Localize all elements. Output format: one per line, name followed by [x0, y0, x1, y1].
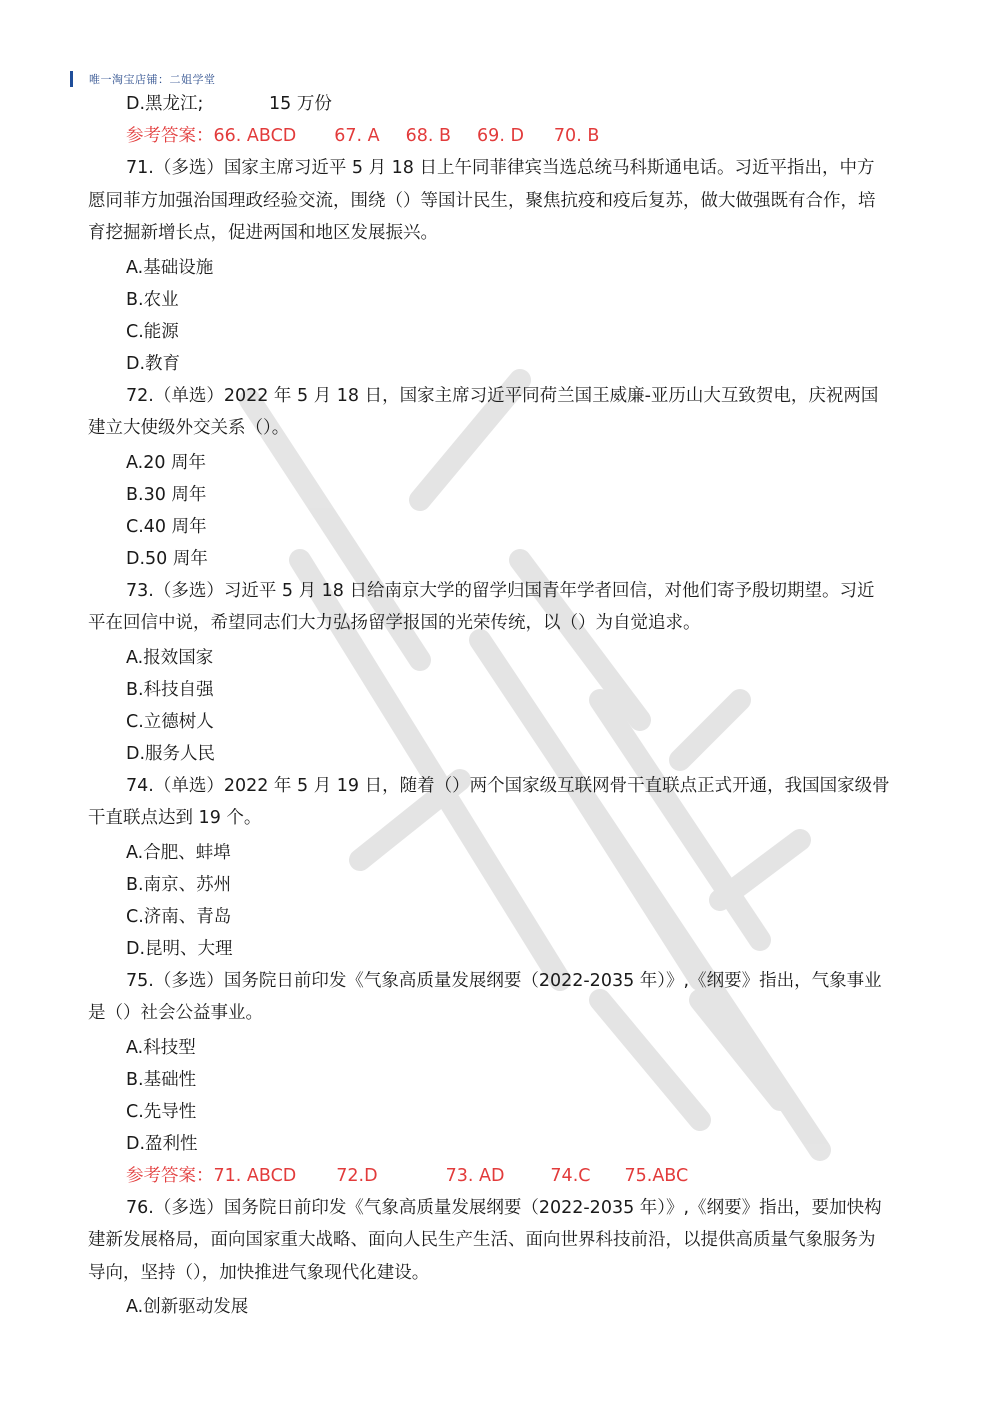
- page-header: [70, 70, 216, 88]
- option-b: B.30 周年: [126, 484, 207, 505]
- question-text-line: 干直联点达到 19 个。: [88, 808, 262, 828]
- question-71: [88, 152, 918, 380]
- answer-item: 70. B: [553, 126, 600, 146]
- question-text-line: 74.（单选）2022 年 5 月 19 日，随着（）两个国家级互联网骨干直联点正式开通，我国国家级骨: [126, 775, 890, 796]
- option-a: A.20 周年: [126, 452, 207, 473]
- answer-item: 71. ABCD: [213, 1165, 297, 1186]
- option-d: D.教育: [126, 353, 181, 374]
- option-b: B.科技自强: [126, 679, 214, 700]
- option-a: A.报效国家: [126, 647, 214, 668]
- option-b: B.农业: [126, 289, 179, 310]
- option-b: B.基础性: [126, 1069, 197, 1090]
- option-d: D.昆明、大理: [126, 938, 233, 959]
- answer-item: 68. B: [405, 126, 452, 146]
- question-76: [88, 1192, 918, 1324]
- question-text-line: 建立大使级外交关系（）。: [88, 418, 290, 438]
- option-c: C.40 周年: [126, 516, 207, 537]
- option-a: A.创新驱动发展: [126, 1297, 249, 1317]
- answer-item: 69. D: [477, 126, 524, 146]
- option-d: D.50 周年: [126, 548, 208, 569]
- prev-option-label: D.黑龙江;: [126, 94, 204, 114]
- answer-item: 72.D: [336, 1165, 378, 1186]
- answer-key-66-70: [88, 120, 918, 152]
- option-d: D.服务人民: [126, 743, 216, 764]
- question-text-line: 导向，坚持（），加快推进气象现代化建设。: [88, 1262, 430, 1283]
- header-shop-text: 唯一淘宝店铺：二姐学堂: [89, 73, 216, 86]
- option-a: A.科技型: [126, 1037, 196, 1058]
- question-text-line: 愿同菲方加强治国理政经验交流，围绕（）等国计民生，聚焦抗疫和疫后复苏，做大做强既有合作，培: [88, 190, 876, 211]
- option-d: D.盈利性: [126, 1133, 198, 1154]
- question-text-line: 育挖掘新增长点，促进两国和地区发展振兴。: [88, 223, 438, 243]
- answer-item: 73. AD: [445, 1165, 505, 1186]
- question-text-line: 71.（多选）国家主席习近平 5 月 18 日上午同菲律宾当选总统马科斯通电话。习近平指出，中方: [126, 158, 875, 178]
- answer-key-71-75: [88, 1160, 918, 1192]
- question-text-line: 73.（多选）习近平 5 月 18 日给南京大学的留学归国青年学者回信，对他们寄予殷切期望。习近: [126, 580, 875, 601]
- answer-prefix: 参考答案：: [126, 1165, 214, 1186]
- option-c: C.立德树人: [126, 711, 214, 732]
- question-73: [88, 575, 918, 770]
- option-a: A.合肥、蚌埠: [126, 842, 231, 863]
- question-text-line: 76.（多选）国务院日前印发《气象高质量发展纲要（2022-2035 年）》,《纲要》指出，要加快构: [126, 1197, 882, 1218]
- question-text-line: 建新发展格局，面向国家重大战略、面向人民生产生活、面向世界科技前沿，以提供高质量气象服务为: [88, 1230, 876, 1250]
- prev-option-value: 15 万份: [269, 94, 332, 114]
- answer-item: 66. ABCD: [213, 126, 297, 146]
- answer-item: 74.C: [550, 1165, 591, 1186]
- question-text-line: 75.（多选）国务院日前印发《气象高质量发展纲要（2022-2035 年）》,《纲要》指出，气象事业: [126, 970, 882, 991]
- option-a: A.基础设施: [126, 257, 214, 278]
- question-text-line: 是（）社会公益事业。: [88, 1003, 263, 1023]
- header-accent-bar: [70, 71, 73, 87]
- question-text-line: 平在回信中说，希望同志们大力弘扬留学报国的光荣传统，以（）为自觉追求。: [88, 613, 701, 633]
- question-74: [88, 770, 918, 965]
- option-c: C.济南、青岛: [126, 906, 232, 927]
- option-c: C.先导性: [126, 1101, 197, 1122]
- option-c: C.能源: [126, 321, 179, 342]
- option-b: B.南京、苏州: [126, 874, 232, 895]
- question-72: [88, 380, 918, 575]
- document-body: [88, 88, 918, 1323]
- answer-prefix: 参考答案：: [126, 126, 214, 146]
- prev-option-d: [88, 88, 918, 120]
- answer-item: 75.ABC: [624, 1165, 689, 1186]
- answer-item: 67. A: [334, 126, 380, 146]
- question-text-line: 72.（单选）2022 年 5 月 18 日，国家主席习近平同荷兰国王威廉-亚历山大互致贺电，庆祝两国: [126, 385, 879, 406]
- question-75: [88, 965, 918, 1160]
